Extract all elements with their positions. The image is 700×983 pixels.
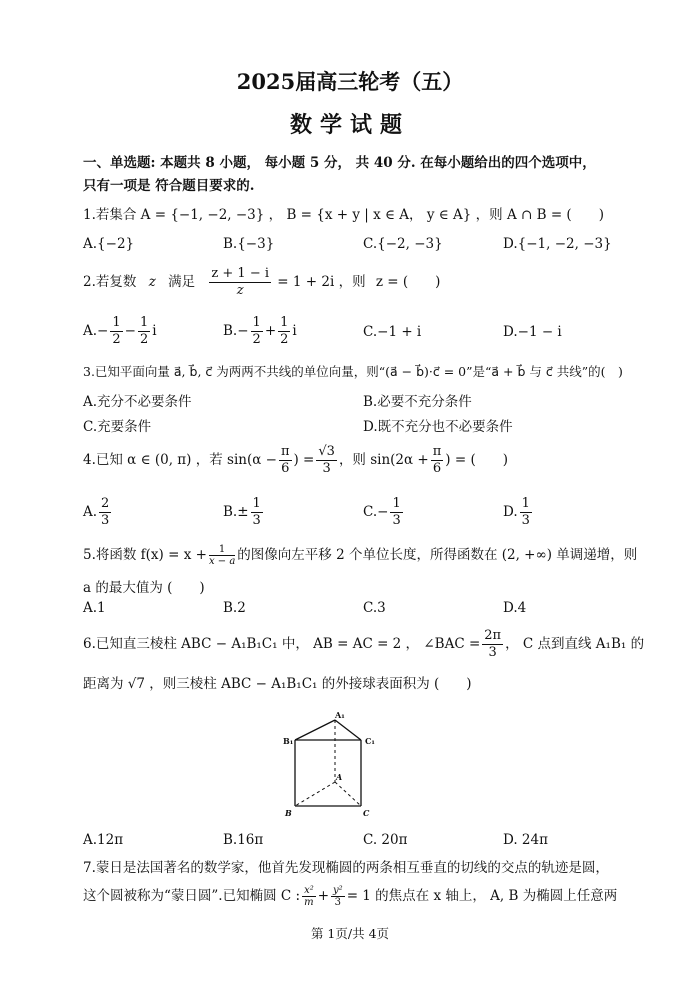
q7-x2: x² — [304, 885, 314, 896]
q6-post: ， C 点到直线 A₁B₁ 的 — [505, 636, 645, 652]
q6-option-c: C. 20π — [363, 832, 408, 848]
label-a: A — [336, 772, 343, 782]
q3-option-a: A.充分不必要条件 — [83, 394, 192, 410]
q5-option-a: A.1 — [83, 600, 106, 616]
q7-m: m — [304, 897, 314, 908]
q2-var: z — [148, 274, 156, 290]
q4-end: ) = ( ) — [445, 452, 508, 468]
q2-b-prefix: B.− — [223, 323, 249, 339]
q2-b-frac-1 — [251, 315, 263, 348]
q3-option-d: D.既不充分也不必要条件 — [363, 419, 513, 435]
label-c1: C₁ — [365, 736, 375, 746]
q4-b-den: 3 — [252, 513, 261, 528]
q4-option-b — [223, 496, 265, 529]
q2-option-b — [223, 315, 297, 348]
q2-option-c: C.−1 + i — [363, 324, 422, 340]
q4-three: 3 — [322, 461, 331, 476]
q2-b-num-2: 1 — [280, 315, 289, 330]
edge-ab-hidden — [295, 782, 335, 806]
q6-option-a: A.12π — [83, 832, 124, 848]
q5-frac — [209, 544, 235, 567]
q4-c-frac — [390, 496, 402, 529]
q2-a-den-1: 2 — [112, 332, 121, 347]
exam-title: 2025届高三轮考（五） — [236, 69, 464, 94]
q2-b-den-2: 2 — [280, 332, 289, 347]
q5-option-d: D.4 — [503, 600, 527, 616]
q7-frac-y — [331, 885, 345, 908]
edge-a1b1 — [295, 720, 335, 740]
q4-a-frac — [99, 496, 111, 529]
q4-sqrt3: √3 — [318, 444, 335, 459]
q4-frac-1 — [279, 444, 292, 477]
q2-b-suffix: i — [292, 323, 297, 339]
label-a1: A₁ — [335, 710, 345, 720]
q2-fraction — [209, 266, 271, 299]
edge-a1c1 — [335, 720, 361, 740]
q7-frac-x — [302, 885, 316, 908]
q4-a-num: 2 — [101, 496, 110, 511]
section-instructions-2: 只有一项是 符合题目要求的. — [83, 178, 255, 194]
q4-option-d — [503, 496, 534, 529]
q2-b-frac-2 — [278, 315, 290, 348]
q1-stem: 1.若集合 A = {−1, −2, −3} ， B = {x + y | x ∈ A， y ∈ A} ，则 A ∩ B = ( ) — [83, 207, 604, 223]
label-c: C — [363, 808, 370, 818]
q2-mid: 满足 — [168, 274, 196, 290]
q4-frac-3 — [431, 444, 444, 477]
section-instructions-1: 一、单选题: 本题共 8 小题， 每小题 5 分， 共 40 分. 在每小题给出的四个选项中， — [83, 155, 596, 171]
q4-six-2: 6 — [432, 461, 442, 476]
q1-option-c: C.{−2, −3} — [363, 236, 443, 252]
q4-option-c — [363, 496, 405, 529]
q5-stem-2: a 的最大值为 ( ) — [83, 580, 205, 596]
q1-option-d: D.{−1, −2, −3} — [503, 236, 612, 252]
q4-pi-1: π — [280, 444, 290, 459]
q4-d-prefix: D. — [503, 504, 518, 520]
q4-frac-2 — [316, 444, 337, 477]
q2-a-num-2: 1 — [139, 315, 149, 330]
q6-option-b: B.16π — [223, 832, 264, 848]
q2-end: z = ( ) — [375, 274, 441, 290]
q2-a-num-1: 1 — [112, 315, 121, 330]
q2-rhs: = 1 + 2i ，则 — [277, 274, 366, 290]
q1-option-a: A.{−2} — [83, 236, 135, 252]
q4-stem — [83, 444, 508, 477]
q5-post: 的图像向左平移 2 个单位长度，所得函数在 (2, +∞) 单调递增，则 — [237, 547, 638, 563]
q2-numerator: z + 1 − i — [211, 266, 269, 281]
q5-pre: 5.将函数 f(x) = x + — [83, 547, 207, 563]
q4-a-prefix: A. — [83, 504, 98, 520]
q4-d-frac — [520, 496, 532, 529]
q6-stem-2: 距离为 √7 ，则三棱柱 ABC − A₁B₁C₁ 的外接球表面积为 ( ) — [83, 676, 472, 692]
q6-num: 2π — [484, 628, 502, 643]
q4-option-a — [83, 496, 113, 529]
q3-stem: 3.已知平面向量 a⃗, b⃗, c⃗ 为两两不共线的单位向量，则“(a⃗ − b⃗)·c⃗ = 0”是“a⃗ + b⃗ 与 c⃗ 共线”的( ) — [83, 364, 623, 379]
q4-b-prefix: B.± — [223, 504, 249, 520]
q4-d-num: 1 — [521, 496, 530, 511]
q4-a-den: 3 — [101, 513, 110, 528]
q2-b-den-1: 2 — [252, 332, 261, 347]
q7-post: = 1 的焦点在 x 轴上， A, B 为椭圆上任意两 — [346, 888, 618, 904]
q5-den: x − a — [208, 556, 236, 567]
q7-pre: 这个圆被称为“蒙日圆”.已知椭圆 C : — [83, 888, 301, 904]
q4-pre: 4.已知 α ∈ (0, π) ，若 sin(α − — [83, 452, 277, 468]
q2-b-num-1: 1 — [252, 315, 261, 330]
q4-post: ，则 sin(2α + — [338, 452, 429, 468]
exam-subject: 数学试题 — [289, 112, 410, 138]
q2-a-prefix: A.− — [83, 323, 109, 339]
q4-d-den: 3 — [521, 513, 530, 528]
q6-option-d: D. 24π — [503, 832, 548, 848]
q7-stem-1: 7.蒙日是法国著名的数学家，他首先发现椭圆的两条相互垂直的切线的交点的轨迹是圆， — [83, 860, 609, 876]
q2-a-frac-2 — [138, 315, 150, 348]
q2-stem — [83, 266, 440, 299]
label-b1: B₁ — [283, 736, 294, 746]
q3-option-b: B.必要不充分条件 — [363, 394, 472, 410]
q1-option-b: B.{−3} — [223, 236, 275, 252]
q4-pi-2: π — [432, 444, 442, 459]
q2-a-frac-1 — [110, 315, 122, 348]
q3-option-c: C.充要条件 — [83, 419, 152, 435]
prism-figure — [275, 706, 385, 822]
q6-den: 3 — [488, 645, 497, 660]
q4-mid: ) = — [293, 452, 315, 468]
q2-a-suffix: i — [152, 323, 157, 339]
q6-stem — [83, 628, 644, 661]
q7-three: 3 — [334, 897, 342, 908]
q5-stem — [83, 543, 637, 567]
q6-frac — [482, 628, 503, 661]
q5-num: 1 — [209, 544, 235, 556]
q2-denominator: z — [236, 283, 244, 298]
q4-six-1: 6 — [281, 461, 290, 476]
q5-option-b: B.2 — [223, 600, 246, 616]
q4-c-num: 1 — [392, 496, 401, 511]
q4-b-frac — [251, 496, 263, 529]
q7-y2: y² — [333, 885, 343, 896]
label-b: B — [285, 808, 292, 818]
q5-option-c: C.3 — [363, 600, 386, 616]
q2-option-a — [83, 315, 157, 348]
q4-c-prefix: C.− — [363, 504, 389, 520]
q4-b-num: 1 — [252, 496, 261, 511]
edge-ac-hidden — [335, 782, 361, 806]
q4-c-den: 3 — [392, 513, 401, 528]
q7-plus: + — [317, 888, 330, 904]
page-footer: 第 1页/共 4页 — [310, 926, 390, 941]
q7-stem-2 — [83, 884, 617, 908]
q2-prefix: 2.若复数 — [83, 274, 137, 290]
q6-pre: 6.已知直三棱柱 ABC − A₁B₁C₁ 中， AB = AC = 2 ， ∠BAC = — [83, 636, 481, 652]
q2-a-den-2: 2 — [139, 332, 149, 347]
q2-option-d: D.−1 − i — [503, 324, 562, 340]
q2-b-op: + — [264, 323, 277, 339]
q2-a-op: − — [124, 323, 136, 339]
